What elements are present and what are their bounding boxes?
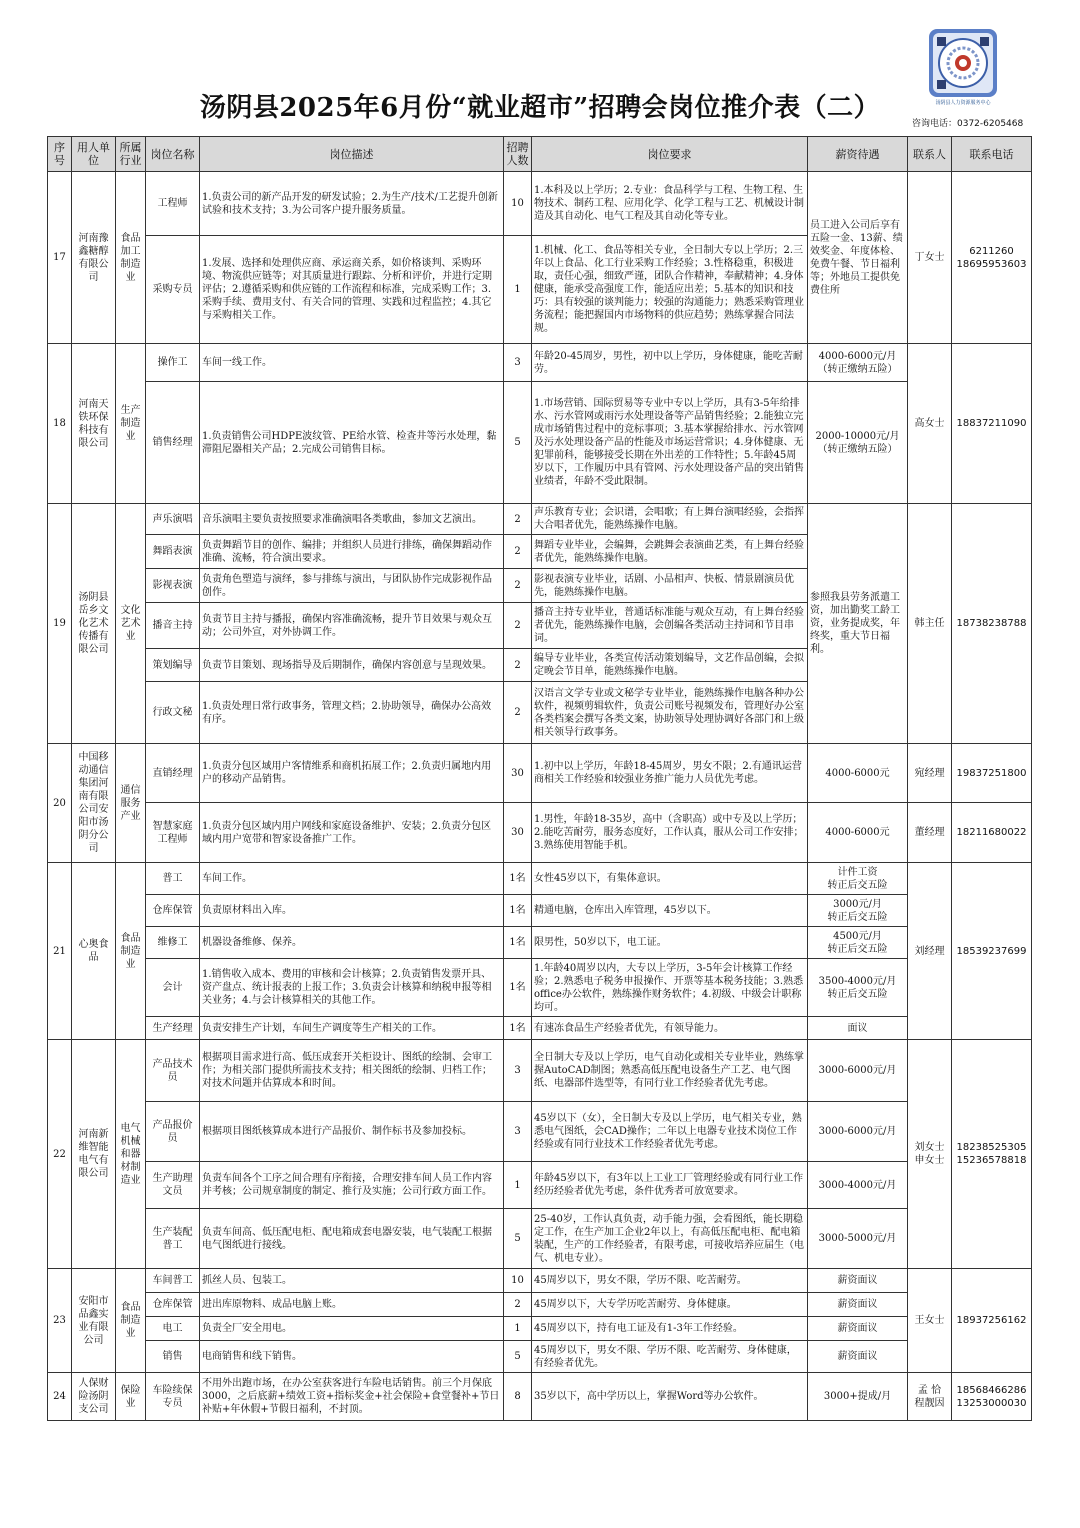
job-title: 工程师 bbox=[146, 172, 200, 236]
salary: 2000-10000元/月（转正缴纳五险） bbox=[808, 382, 908, 504]
table-row bbox=[48, 1341, 1032, 1373]
header-job-title: 岗位名称 bbox=[146, 137, 200, 172]
logo-caption: 汤阴县人力资源服务中心 bbox=[935, 100, 991, 106]
job-description: 负责节目主持与播报，确保内容准确流畅，提升节目效果与观众互动；公司外宣，对外协调工作。 bbox=[200, 603, 504, 649]
salary: 3000元/月 转正后交五险 bbox=[808, 895, 908, 927]
table-row bbox=[48, 803, 1032, 863]
job-requirements: 汉语言文学专业或文秘学专业毕业，能熟练操作电脑各种办公软件，视频剪辑软件，负责公司账号视频发布，管理好办公室各类档案会撰写各类文案，协助领导处理协调好各部门和上级相关领导行政事务。 bbox=[532, 682, 808, 744]
job-title: 仓库保管 bbox=[146, 1293, 200, 1317]
headcount: 3 bbox=[504, 1040, 532, 1102]
job-description: 负责全厂安全用电。 bbox=[200, 1317, 504, 1341]
row-number: 18 bbox=[48, 344, 72, 504]
salary: 员工进入公司后享有五险一金、13薪、绩效奖金、年度体检、免费午餐、节日福利等；外地员工提供免费住所 bbox=[808, 172, 908, 344]
job-description: 1.销售收入成本、费用的审核和会计核算；2.负责销售发票开具、资产盘点、统计报表的上报工作；3.负责会计核算和纳税申报等相关业务；4.与会计核算相关的其他工作。 bbox=[200, 959, 504, 1017]
job-requirements: 编导专业毕业，各类宣传活动策划编导，文艺作品创编，会拟定晚会节目单，能熟练操作电脑。 bbox=[532, 649, 808, 682]
contact-person: 丁女士 bbox=[908, 172, 952, 344]
job-title: 销售经理 bbox=[146, 382, 200, 504]
job-title: 产品技术员 bbox=[146, 1040, 200, 1102]
job-description: 1.负责分包区域内用户网线和家庭设备维护、安装；2.负责分包区域内用户宽带和智家设备推广工作。 bbox=[200, 803, 504, 863]
table-row bbox=[48, 1209, 1032, 1269]
job-title: 会计 bbox=[146, 959, 200, 1017]
job-requirements: 25-40岁，工作认真负责，动手能力强，会看图纸，能长期稳定工作，在生产加工企业2年以上，有高低压配电柜、配电箱装配，生产的工作经验者，有限考虑，可接收培养应届生（电气、机电专业）。 bbox=[532, 1209, 808, 1269]
headcount: 1 bbox=[504, 1317, 532, 1341]
table-row bbox=[48, 1162, 1032, 1209]
job-description: 进出库原物料、成品电脑上账。 bbox=[200, 1293, 504, 1317]
page-title: 汤阴县2025年6月份“就业超市”招聘会岗位推介表（二） bbox=[199, 93, 881, 123]
job-description: 负责安排生产计划，车间生产调度等生产相关的工作。 bbox=[200, 1017, 504, 1040]
table-row bbox=[48, 863, 1032, 895]
headcount: 1名 bbox=[504, 959, 532, 1017]
headcount: 2 bbox=[504, 603, 532, 649]
salary: 薪资面议 bbox=[808, 1317, 908, 1341]
headcount: 2 bbox=[504, 535, 532, 569]
salary: 参照我县劳务派遣工资，加出勤奖工龄工资，业务提成奖，年终奖，重大节日福利。 bbox=[808, 504, 908, 744]
headcount: 3 bbox=[504, 344, 532, 382]
job-description: 电商销售和线下销售。 bbox=[200, 1341, 504, 1373]
job-description: 负责车间各个工序之间合理有序衔接，合理安排车间人员工作内容并考核；公司规章制度的制定、推行及实施；公司行政方面工作。 bbox=[200, 1162, 504, 1209]
job-requirements: 45岁以下（女），全日制大专及以上学历，电气相关专业，熟悉电气图纸，会CAD操作；二年以上电器专业技术岗位工作经验或有同行业技术工作经验者优先考虑。 bbox=[532, 1102, 808, 1162]
job-title: 行政文秘 bbox=[146, 682, 200, 744]
consult-phone: 咨询电话：0372-6205468 bbox=[912, 119, 1024, 129]
job-requirements: 女性45岁以下，有集体意识。 bbox=[532, 863, 808, 895]
job-description: 1.负责分包区域用户客情维系和商机拓展工作；2.负责归属地内用户的移动产品销售。 bbox=[200, 744, 504, 803]
headcount: 1 bbox=[504, 236, 532, 344]
table-row bbox=[48, 1317, 1032, 1341]
table-row bbox=[48, 172, 1032, 236]
job-requirements: 1.男性，年龄18-35岁，高中（含职高）或中专及以上学历；2.能吃苦耐劳，服务态度好，工作认真，服从公司工作安排；3.熟练使用智能手机。 bbox=[532, 803, 808, 863]
job-title: 电工 bbox=[146, 1317, 200, 1341]
industry: 生产制造业 bbox=[116, 344, 146, 504]
job-title: 车险续保专员 bbox=[146, 1373, 200, 1421]
table-row bbox=[48, 1373, 1032, 1421]
table-row bbox=[48, 959, 1032, 1017]
industry: 食品制造业 bbox=[116, 863, 146, 1040]
headcount: 5 bbox=[504, 382, 532, 504]
salary: 面议 bbox=[808, 1017, 908, 1040]
company-name: 河南新维智能电气有限公司 bbox=[72, 1040, 116, 1269]
job-title: 操作工 bbox=[146, 344, 200, 382]
job-title: 生产助理文员 bbox=[146, 1162, 200, 1209]
row-number: 23 bbox=[48, 1269, 72, 1373]
contact-person: 刘经理 bbox=[908, 863, 952, 1040]
header-industry: 所属行业 bbox=[116, 137, 146, 172]
row-number: 21 bbox=[48, 863, 72, 1040]
industry: 电气机械和器材制造业 bbox=[116, 1040, 146, 1269]
table-row bbox=[48, 744, 1032, 803]
job-title: 播音主持 bbox=[146, 603, 200, 649]
company-name: 汤阴县岳乡文化艺术传播有限公司 bbox=[72, 504, 116, 744]
industry: 食品加工制造业 bbox=[116, 172, 146, 344]
table-row bbox=[48, 504, 1032, 535]
header-requirements: 岗位要求 bbox=[532, 137, 808, 172]
salary: 3000-4000元/月 bbox=[808, 1162, 908, 1209]
job-title: 普工 bbox=[146, 863, 200, 895]
job-description: 根据项目图纸核算成本进行产品报价、制作标书及参加投标。 bbox=[200, 1102, 504, 1162]
job-requirements: 35岁以下，高中学历以上，掌握Word等办公软件。 bbox=[532, 1373, 808, 1421]
contact-person: 宛经理 bbox=[908, 744, 952, 803]
contact-person: 高女士 bbox=[908, 344, 952, 504]
contact-person: 王女士 bbox=[908, 1269, 952, 1373]
job-requirements: 影视表演专业毕业，话剧、小品相声、快板、情景剧演员优先，能熟练操作电脑。 bbox=[532, 569, 808, 603]
job-requirements: 45周岁以下，男女不限，学历不限、吃苦耐劳。 bbox=[532, 1269, 808, 1293]
headcount: 8 bbox=[504, 1373, 532, 1421]
headcount: 10 bbox=[504, 1269, 532, 1293]
company-name: 中国移动通信集团河南有限公司安阳市汤阴分公司 bbox=[72, 744, 116, 863]
header-salary: 薪资待遇 bbox=[808, 137, 908, 172]
headcount: 30 bbox=[504, 744, 532, 803]
job-title: 车间普工 bbox=[146, 1269, 200, 1293]
company-name: 心奥食品 bbox=[72, 863, 116, 1040]
salary: 3000+提成/月 bbox=[808, 1373, 908, 1421]
job-requirements: 1.机械、化工、食品等相关专业，全日制大专以上学历；2.三年以上食品、化工行业采购工作经验；3.性格稳重，积极进取，责任心强，细致严谨，团队合作精神，奉献精神；4.身体健康，能承受高强度工作，能适应出差；5.基本的知识和技巧：具有较强的谈判能力；较强的沟通能力；熟悉采购管理业务流程；能把握国内市场物料的供应趋势；熟练掌握合同法规。 bbox=[532, 236, 808, 344]
salary: 薪资面议 bbox=[808, 1269, 908, 1293]
job-title: 智慧家庭工程师 bbox=[146, 803, 200, 863]
table-row bbox=[48, 1293, 1032, 1317]
contact-phone: 18238525305 15236578818 bbox=[952, 1040, 1032, 1269]
industry: 食品制造业 bbox=[116, 1269, 146, 1373]
job-description: 不用外出跑市场，在办公室获客进行车险电话销售。前三个月保底3000，之后底薪+绩效工资+指标奖金+社会保险+食堂餐补+节日补贴+年休假+节假日福利，不封顶。 bbox=[200, 1373, 504, 1421]
job-description: 音乐演唱主要负责按照要求准确演唱各类歌曲，参加文艺演出。 bbox=[200, 504, 504, 535]
job-requirements: 年龄20-45周岁，男性，初中以上学历，身体健康，能吃苦耐劳。 bbox=[532, 344, 808, 382]
header-no: 序号 bbox=[48, 137, 72, 172]
job-description: 负责角色塑造与演绎，参与排练与演出，与团队协作完成影视作品创作。 bbox=[200, 569, 504, 603]
job-description: 1.发展、选择和处理供应商、承运商关系，如价格谈判、采购环境、物流供应链等；对其质量进行跟踪、分析和评价，并进行定期评估；2.遵循采购和供应链的工作流程和标准，完成采购工作；3.采购手续、费用支付、有关合同的管理、实践和过程监控；4.其它与采购相关工作。 bbox=[200, 236, 504, 344]
job-description: 负责车间高、低压配电柜、配电箱成套电器安装，电气装配工根据电气图纸进行接线。 bbox=[200, 1209, 504, 1269]
job-description: 1.负责销售公司HDPE波纹管、PE给水管、检查井等污水处理，黏滞阻尼器相关产品；2.完成公司销售目标。 bbox=[200, 382, 504, 504]
contact-phone: 19837251800 bbox=[952, 744, 1032, 803]
headcount: 1名 bbox=[504, 863, 532, 895]
job-title: 生产装配普工 bbox=[146, 1209, 200, 1269]
job-requirements: 全日制大专及以上学历，电气自动化或相关专业毕业，熟练掌握AutoCAD制图；熟悉高低压配电设备生产工艺、电气图纸、电器部件选型等，有同行业工作经验者优先考虑。 bbox=[532, 1040, 808, 1102]
job-title: 销售 bbox=[146, 1341, 200, 1373]
table-row bbox=[48, 895, 1032, 927]
job-description: 1.负责处理日常行政事务，管理文档；2.协助领导，确保办公高效有序。 bbox=[200, 682, 504, 744]
contact-phone: 18738238788 bbox=[952, 504, 1032, 744]
human-resources-service-center-logo bbox=[929, 29, 997, 97]
header-company: 用人单位 bbox=[72, 137, 116, 172]
job-description: 负责节目策划、现场指导及后期制作，确保内容创意与呈现效果。 bbox=[200, 649, 504, 682]
contact-person: 董经理 bbox=[908, 803, 952, 863]
job-requirements: 1.市场营销、国际贸易等专业中专以上学历，具有3-5年给排水、污水管网或雨污水处理设备等产品销售经验；2.能独立完成市场销售过程中的竞标事项；3.基本掌握给排水、污水管网及污水处理设备产品的性能及市场运营常识；4.身体健康、无犯罪前科，能够接受长期在外出差的工作特性；5.年龄45周岁以下，工作履历中具有管网、污水处理设备产品的突出销售业绩者，年龄不受此限制。 bbox=[532, 382, 808, 504]
job-title: 生产经理 bbox=[146, 1017, 200, 1040]
job-title: 采购专员 bbox=[146, 236, 200, 344]
salary: 薪资面议 bbox=[808, 1341, 908, 1373]
header-phone: 联系电话 bbox=[952, 137, 1032, 172]
headcount: 30 bbox=[504, 803, 532, 863]
headcount: 2 bbox=[504, 504, 532, 535]
job-title: 维修工 bbox=[146, 927, 200, 959]
job-title: 仓库保管 bbox=[146, 895, 200, 927]
row-number: 22 bbox=[48, 1040, 72, 1269]
salary: 薪资面议 bbox=[808, 1293, 908, 1317]
headcount: 2 bbox=[504, 569, 532, 603]
job-requirements: 45周岁以下，大专学历吃苦耐劳、身体健康。 bbox=[532, 1293, 808, 1317]
salary: 3000-6000元/月 bbox=[808, 1102, 908, 1162]
salary: 3000-5000元/月 bbox=[808, 1209, 908, 1269]
contact-phone: 6211260 18695953603 bbox=[952, 172, 1032, 344]
contact-phone: 18937256162 bbox=[952, 1269, 1032, 1373]
job-description: 车间一线工作。 bbox=[200, 344, 504, 382]
salary: 4500元/月 转正后交五险 bbox=[808, 927, 908, 959]
table-row bbox=[48, 344, 1032, 382]
table-row bbox=[48, 1102, 1032, 1162]
table-row bbox=[48, 382, 1032, 504]
job-title: 舞蹈表演 bbox=[146, 535, 200, 569]
header-headcount: 招聘人数 bbox=[504, 137, 532, 172]
salary: 4000-6000元/月（转正缴纳五险） bbox=[808, 344, 908, 382]
salary: 计件工资 转正后交五险 bbox=[808, 863, 908, 895]
row-number: 17 bbox=[48, 172, 72, 344]
job-requirements: 有速冻食品生产经验者优先，有领导能力。 bbox=[532, 1017, 808, 1040]
row-number: 20 bbox=[48, 744, 72, 863]
job-title: 影视表演 bbox=[146, 569, 200, 603]
salary: 4000-6000元 bbox=[808, 803, 908, 863]
headcount: 1名 bbox=[504, 1017, 532, 1040]
row-number: 19 bbox=[48, 504, 72, 744]
salary: 3000-6000元/月 bbox=[808, 1040, 908, 1102]
job-requirements: 45周岁以下，持有电工证及有1-3年工作经验。 bbox=[532, 1317, 808, 1341]
headcount: 3 bbox=[504, 1102, 532, 1162]
job-description: 机器设备维修、保养。 bbox=[200, 927, 504, 959]
contact-person: 刘女士 申女士 bbox=[908, 1040, 952, 1269]
job-requirements: 播音主持专业毕业，普通话标准能与观众互动，有上舞台经验者优先，能熟练操作电脑，会创编各类活动主持词和节目串词。 bbox=[532, 603, 808, 649]
job-requirements: 45周岁以下，男女不限、学历不限、吃苦耐劳、身体健康，有经验者优先。 bbox=[532, 1341, 808, 1373]
headcount: 2 bbox=[504, 649, 532, 682]
job-table bbox=[47, 136, 1032, 1421]
table-row bbox=[48, 927, 1032, 959]
header-contact: 联系人 bbox=[908, 137, 952, 172]
contact-person: 韩主任 bbox=[908, 504, 952, 744]
job-requirements: 限男性，50岁以下，电工证。 bbox=[532, 927, 808, 959]
job-requirements: 1.年龄40周岁以内，大专以上学历，3-5年会计核算工作经验；2.熟悉电子税务申报操作、开票等基本税务技能；3.熟悉office办公软件，熟练操作财务软件；4.初级、中级会计职称均可。 bbox=[532, 959, 808, 1017]
company-name: 人保财险汤阴支公司 bbox=[72, 1373, 116, 1421]
company-name: 河南天铁环保科技有限公司 bbox=[72, 344, 116, 504]
job-title: 策划编导 bbox=[146, 649, 200, 682]
headcount: 5 bbox=[504, 1209, 532, 1269]
contact-phone: 18539237699 bbox=[952, 863, 1032, 1040]
industry: 通信服务产业 bbox=[116, 744, 146, 863]
job-description: 负责舞蹈节目的创作、编排；并组织人员进行排练，确保舞蹈动作准确、流畅，符合演出要求。 bbox=[200, 535, 504, 569]
job-description: 负责原材料出入库。 bbox=[200, 895, 504, 927]
table-row bbox=[48, 1017, 1032, 1040]
salary: 3500-4000元/月 转正后交五险 bbox=[808, 959, 908, 1017]
table-row bbox=[48, 1040, 1032, 1102]
headcount: 5 bbox=[504, 1341, 532, 1373]
job-requirements: 舞蹈专业毕业，会编舞，会跳舞会表演曲艺类，有上舞台经验者优先，能熟练操作电脑。 bbox=[532, 535, 808, 569]
header-row bbox=[48, 137, 1032, 172]
industry: 文化艺术业 bbox=[116, 504, 146, 744]
job-description: 根据项目需求进行高、低压成套开关柜设计、图纸的绘制、会审工作；为相关部门提供所需技术支持；相关图纸的绘制、归档工作；对技术问题并估算成本和时间。 bbox=[200, 1040, 504, 1102]
job-requirements: 精通电脑，仓库出入库管理，45岁以下。 bbox=[532, 895, 808, 927]
headcount: 2 bbox=[504, 1293, 532, 1317]
company-name: 河南豫鑫糖醇有限公司 bbox=[72, 172, 116, 344]
table-row bbox=[48, 1269, 1032, 1293]
contact-person: 孟 恰 程靓因 bbox=[908, 1373, 952, 1421]
headcount: 1名 bbox=[504, 927, 532, 959]
row-number: 24 bbox=[48, 1373, 72, 1421]
job-description: 抓丝人员、包装工。 bbox=[200, 1269, 504, 1293]
headcount: 10 bbox=[504, 172, 532, 236]
job-description: 1.负责公司的新产品开发的研发试验；2.为生产/技术/工艺提升创新试验和技术支持；3.为公司客户提升服务质量。 bbox=[200, 172, 504, 236]
job-title: 产品报价员 bbox=[146, 1102, 200, 1162]
job-requirements: 声乐教育专业；会识谱，会唱歌；有上舞台演唱经验，会指挥大合唱者优先，能熟练操作电脑。 bbox=[532, 504, 808, 535]
salary: 4000-6000元 bbox=[808, 744, 908, 803]
headcount: 2 bbox=[504, 682, 532, 744]
contact-phone: 18211680022 bbox=[952, 803, 1032, 863]
contact-phone: 18568466286 13253000030 bbox=[952, 1373, 1032, 1421]
job-requirements: 1.初中以上学历，年龄18-45周岁，男女不限；2.有通讯运营商相关工作经验和较强业务推广能力人员优先考虑。 bbox=[532, 744, 808, 803]
headcount: 1名 bbox=[504, 895, 532, 927]
headcount: 1 bbox=[504, 1162, 532, 1209]
job-requirements: 年龄45岁以下，有3年以上工业工厂管理经验或有同行业工作经历经验者优先考虑，条件优秀者可放宽要求。 bbox=[532, 1162, 808, 1209]
job-title: 声乐演唱 bbox=[146, 504, 200, 535]
contact-phone: 18837211090 bbox=[952, 344, 1032, 504]
header-job-description: 岗位描述 bbox=[200, 137, 504, 172]
job-requirements: 1.本科及以上学历；2.专业：食品科学与工程、生物工程、生物技术、制药工程、应用化学、化学工程与工艺、机械设计制造及其自动化、电气工程及其自动化等专业。 bbox=[532, 172, 808, 236]
company-name: 安阳市品鑫实业有限公司 bbox=[72, 1269, 116, 1373]
job-description: 车间工作。 bbox=[200, 863, 504, 895]
industry: 保险业 bbox=[116, 1373, 146, 1421]
job-title: 直销经理 bbox=[146, 744, 200, 803]
